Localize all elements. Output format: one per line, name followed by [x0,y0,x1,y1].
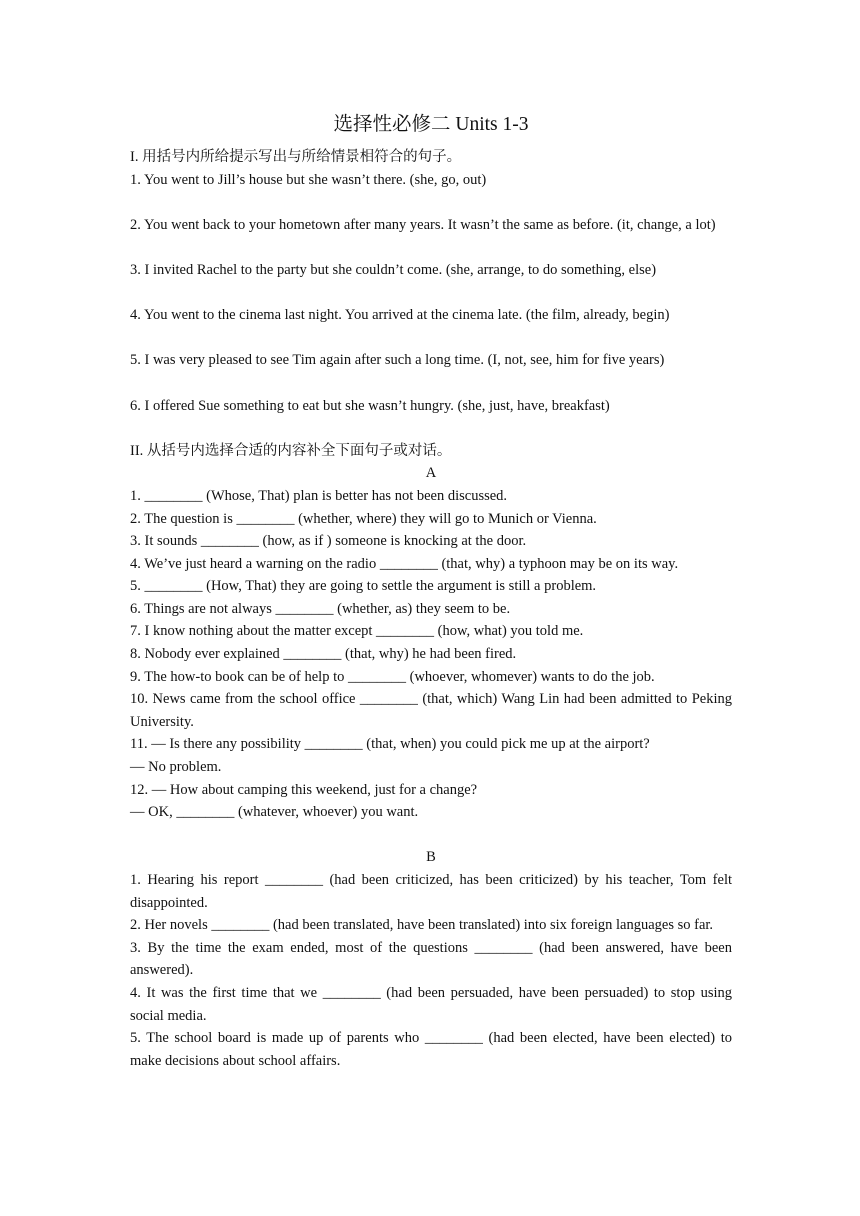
b-item-4: 4. It was the first time that we ________ (had been persuaded, have been persuaded) to stop using social media. [130,984,732,1024]
s1-item-4: 4. You went to the cinema last night. You arrived at the cinema late. (the film, already, begin) [130,307,670,324]
a-item-12: 12. — How about camping this weekend, just for a change? [130,781,478,798]
b-item-3: 3. By the time the exam ended, most of the questions ________ (had been answered, have been answered). [130,939,732,979]
answer-space [130,417,732,440]
a-item-12-reply: — OK, ________ (whatever, whoever) you want. [130,804,419,821]
a-item-11-reply: — No problem. [130,759,222,776]
document-title: 选择性必修二 Units 1-3 [333,114,529,135]
answer-space [130,236,732,259]
s1-item-5: 5. I was very pleased to see Tim again after such a long time. (I, not, see, him for five years) [130,352,665,369]
document-page [130,110,732,1072]
s1-item-6: 6. I offered Sue something to eat but she wasn’t hungry. (she, just, have, breakfast) [130,397,610,414]
section-1-heading: I. 用括号内所给提示写出与所给情景相符合的句子。 [130,149,462,165]
section-spacer [130,824,732,847]
b-item-5: 5. The school board is made up of parents who ________ (had been elected, have been elected) to make decisions about school affairs. [130,1030,732,1069]
a-item-5: 5. ________ (How, That) they are going to settle the argument is still a problem. [130,578,597,595]
a-item-8: 8. Nobody ever explained ________ (that, why) he had been fired. [130,646,517,663]
a-item-6: 6. Things are not always ________ (whether, as) they seem to be. [130,600,511,617]
answer-space [130,191,732,214]
a-item-1: 1. ________ (Whose, That) plan is better has not been discussed. [130,487,508,504]
a-item-4: 4. We’ve just heard a warning on the radio ________ (that, why) a typhoon may be on its way. [130,555,679,572]
a-item-10: 10. News came from the school office ________ (that, which) Wang Lin had been admitted to Peking University. [130,691,732,730]
s1-item-2: 2. You went back to your hometown after many years. It wasn’t the same as before. (it, change, a lot) [130,216,716,233]
b-item-2: 2. Her novels ________ (had been translated, have been translated) into six foreign languages so far. [130,917,714,934]
answer-space [130,327,732,350]
part-b-label: B [426,849,436,866]
a-item-11: 11. — Is there any possibility ________ (that, when) you could pick me up at the airport? [130,736,650,753]
a-item-2: 2. The question is ________ (whether, where) they will go to Munich or Vienna. [130,510,597,527]
answer-space [130,372,732,395]
section-2-heading: II. 从括号内选择合适的内容补全下面句子或对话。 [130,442,452,459]
a-item-7: 7. I know nothing about the matter except ________ (how, what) you told me. [130,623,584,640]
a-item-3: 3. It sounds ________ (how, as if ) someone is knocking at the door. [130,533,527,550]
part-a-label: A [425,465,437,482]
b-item-1: 1. Hearing his report ________ (had been criticized, has been criticized) by his teacher, Tom felt disappointed. [130,872,732,911]
s1-item-3: 3. I invited Rachel to the party but she couldn’t come. (she, arrange, to do something, else) [130,261,657,278]
a-item-9: 9. The how-to book can be of help to ________ (whoever, whomever) wants to do the job. [130,668,655,685]
s1-item-1: 1. You went to Jill’s house but she wasn’t there. (she, go, out) [130,171,487,188]
answer-space [130,282,732,305]
